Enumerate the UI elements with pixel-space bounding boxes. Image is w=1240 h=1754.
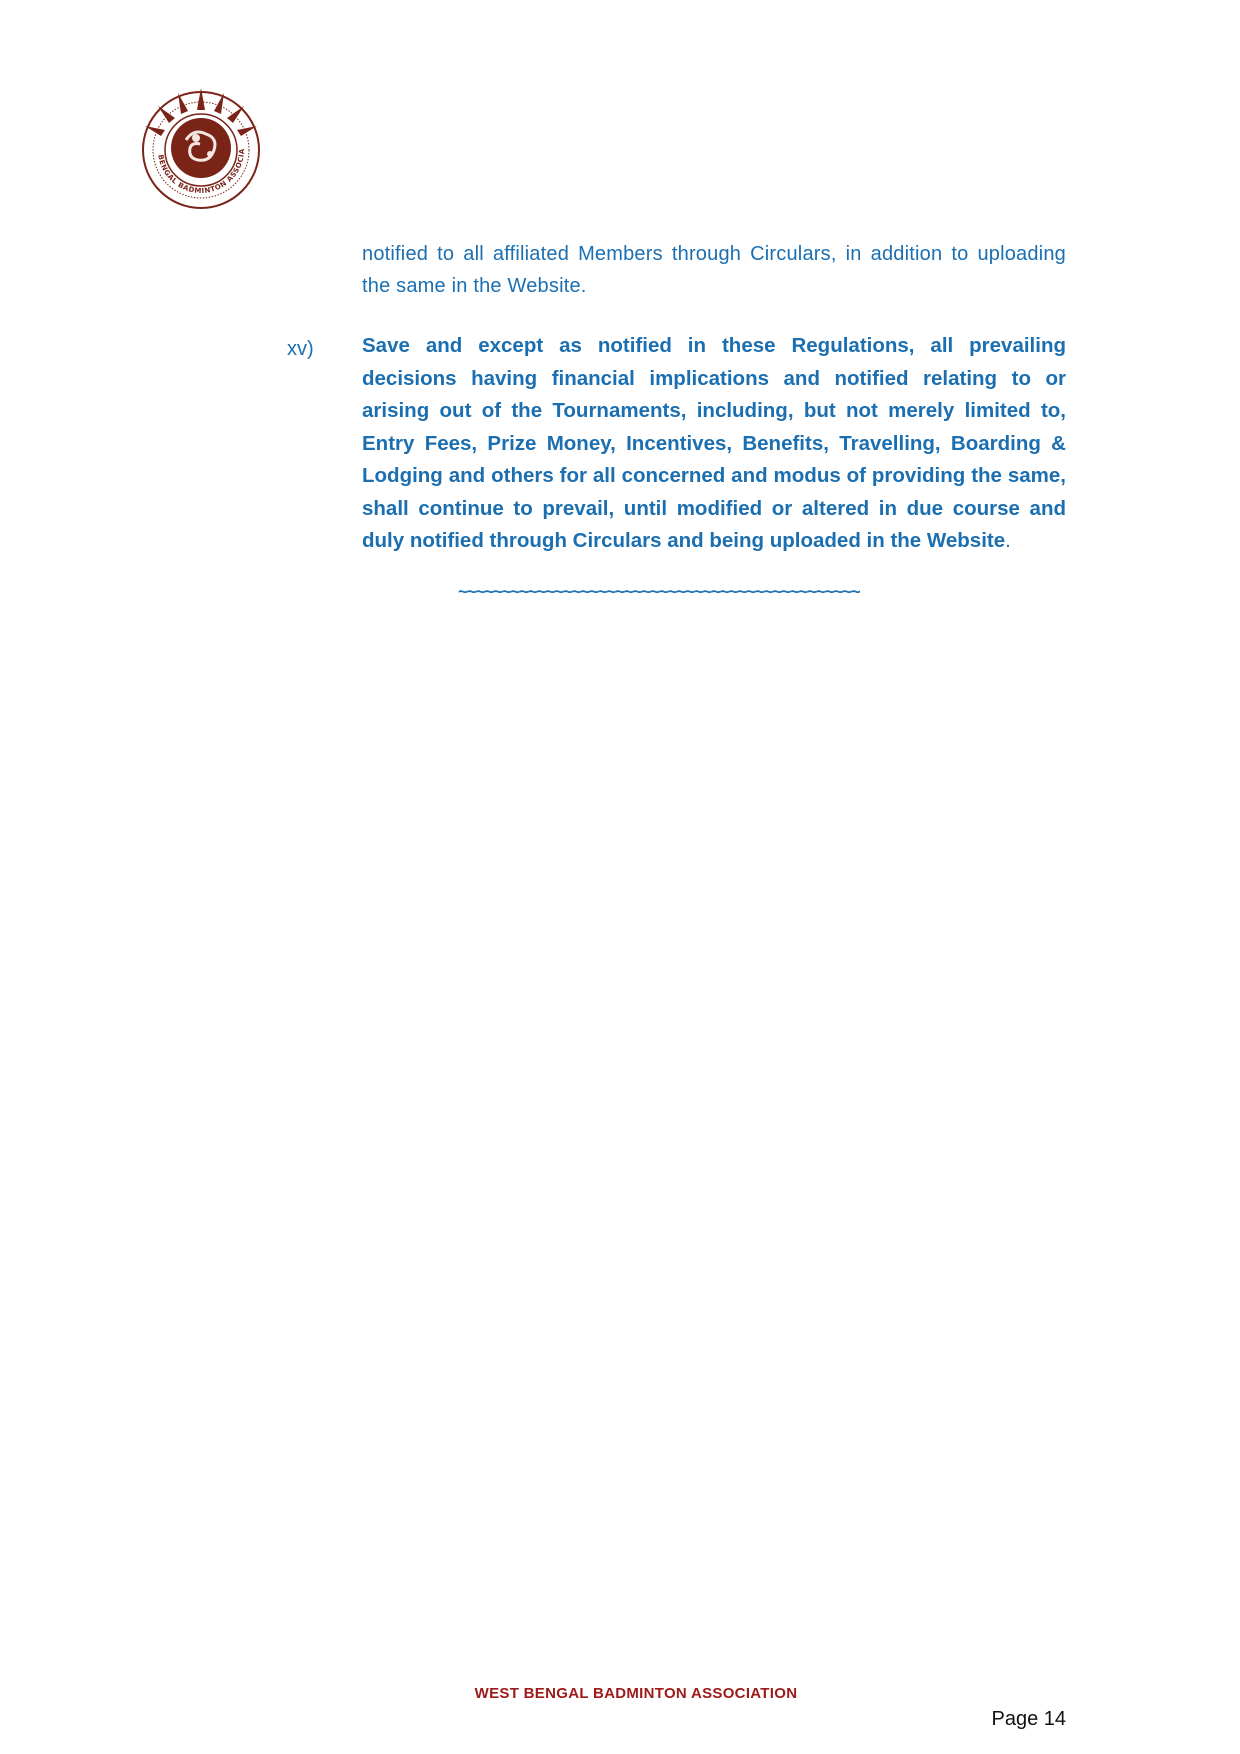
section-divider: ~~~~~~~~~~~~~~~~~~~~~~~~~~~~~~~~~~~~~~~~~~~~~~ [458,582,860,601]
item-text-tail: . [1005,529,1011,552]
item-number: xv) [287,338,314,360]
west-bengal-badminton-association-seal-icon [136,88,266,213]
association-logo [136,88,266,213]
footer-organization: WEST BENGAL BADMINTON ASSOCIATION [474,1685,798,1702]
item-text [362,330,1066,558]
continued-paragraph: notified to all affiliated Members through Circulars, in addition to uploading the same in the Website. [362,243,1066,297]
item-text-bold: Save and except as notified in these Regulations, all prevailing decisions having financial implications and notified relating to or arising out of the Tournaments, including, but not merely limited to, Entry Fees, Prize Money, Incentives, Benefits, Travelling, Boarding & Lodging and others for all concerned and modus of providing the same, shall continue to prevail, until modified or altered in due course and duly notified through Circulars and being uploaded in the Website [362,334,1066,552]
svg-text:WEST BENGAL BADMINTON ASSOCIAT: BENGAL BADMINTON ASSOCIA [156,148,247,196]
page-number: Page 14 [991,1708,1066,1730]
